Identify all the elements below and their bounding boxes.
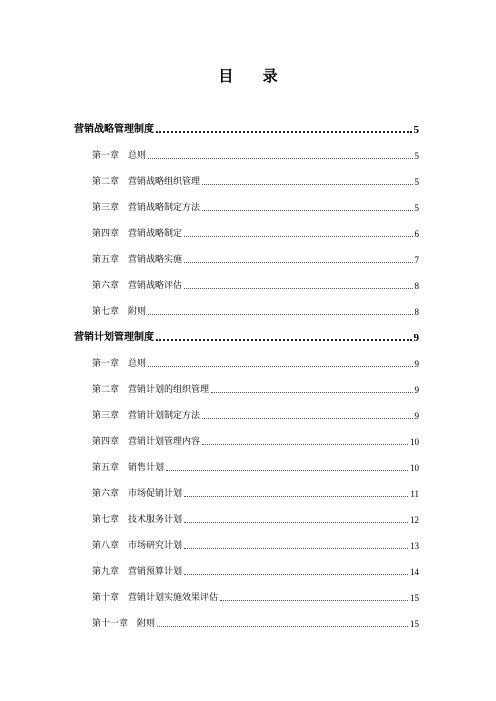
chapter-number: 第十章 <box>92 593 120 603</box>
dot-leader <box>148 157 412 159</box>
toc-entry[interactable] <box>92 486 419 500</box>
toc-page-number: 10 <box>410 437 419 447</box>
toc-entry[interactable] <box>92 382 419 396</box>
toc-page-number: 9 <box>414 411 419 421</box>
chapter-number: 第六章 <box>92 281 120 291</box>
toc-page-number: 12 <box>410 515 419 525</box>
toc-entry[interactable] <box>92 408 419 422</box>
chapter-title: 市场促销计划 <box>128 489 183 499</box>
chapter-number: 第四章 <box>92 437 120 447</box>
toc-entry[interactable] <box>92 616 419 630</box>
dot-leader <box>184 235 412 237</box>
chapter-title: 营销战略组织管理 <box>128 177 201 187</box>
toc-page-number: 9 <box>414 359 419 369</box>
dot-leader <box>202 417 412 419</box>
toc-entry[interactable] <box>92 512 419 526</box>
chapter-title: 总则 <box>128 151 147 161</box>
dot-leader <box>202 183 412 185</box>
toc-page-number: 10 <box>410 463 419 473</box>
dot-leader <box>148 365 412 367</box>
chapter-number: 第八章 <box>92 541 120 551</box>
toc-page-number: 15 <box>410 593 419 603</box>
toc-entry[interactable] <box>92 226 419 240</box>
toc-entry[interactable] <box>92 434 419 448</box>
toc-page-number: 6 <box>414 229 419 239</box>
chapter-title: 销售计划 <box>128 463 165 473</box>
toc-entry[interactable] <box>92 460 419 474</box>
chapter-number: 第十一章 <box>92 619 129 629</box>
toc-section-marketing-plan[interactable] <box>74 330 419 344</box>
toc-page-number: 5 <box>413 124 419 136</box>
toc-section-marketing-strategy[interactable] <box>74 122 419 136</box>
chapter-number: 第七章 <box>92 307 120 317</box>
chapter-number: 第一章 <box>92 151 120 161</box>
toc-entry[interactable] <box>92 564 419 578</box>
chapter-number: 第三章 <box>92 203 120 213</box>
toc-entry[interactable] <box>92 590 419 604</box>
chapter-number: 第九章 <box>92 567 120 577</box>
toc-page-number: 9 <box>413 332 419 344</box>
chapter-title: 附则 <box>128 307 147 317</box>
dot-leader <box>157 625 408 627</box>
chapter-number: 第五章 <box>92 255 120 265</box>
toc-page-number: 7 <box>414 255 419 265</box>
toc-entry[interactable] <box>92 252 419 266</box>
dot-leader <box>156 130 412 133</box>
chapter-number: 第七章 <box>92 515 120 525</box>
chapter-number: 第二章 <box>92 177 120 187</box>
chapter-title: 营销计划实施效果评估 <box>128 593 219 603</box>
chapter-number: 第四章 <box>92 229 120 239</box>
toc-page-number: 14 <box>410 567 419 577</box>
toc-page-number: 11 <box>410 489 419 499</box>
dot-leader <box>220 599 408 601</box>
toc-page-number: 5 <box>414 203 419 213</box>
chapter-title: 营销计划制定方法 <box>128 411 201 421</box>
dot-leader <box>184 495 408 497</box>
toc-section-title: 营销战略管理制度 <box>74 124 154 135</box>
toc-page-number: 13 <box>410 541 419 551</box>
chapter-title: 市场研究计划 <box>128 541 183 551</box>
toc-entry[interactable] <box>92 538 419 552</box>
chapter-title: 营销战略制定 <box>128 229 183 239</box>
dot-leader <box>156 338 412 341</box>
chapter-number: 第五章 <box>92 463 120 473</box>
dot-leader <box>166 469 408 471</box>
dot-leader <box>148 313 412 315</box>
dot-leader <box>184 573 408 575</box>
dot-leader <box>202 443 408 445</box>
chapter-number: 第三章 <box>92 411 120 421</box>
chapter-title: 技术服务计划 <box>128 515 183 525</box>
dot-leader <box>184 261 412 263</box>
chapter-title: 附则 <box>137 619 156 629</box>
toc-entry[interactable] <box>92 304 419 318</box>
toc-entry[interactable] <box>92 174 419 188</box>
chapter-number: 第六章 <box>92 489 120 499</box>
toc-page-number: 8 <box>414 281 419 291</box>
chapter-title: 营销预算计划 <box>128 567 183 577</box>
toc-title: 目 录 <box>218 67 290 85</box>
chapter-title: 营销计划管理内容 <box>128 437 201 447</box>
toc-page-number: 5 <box>414 177 419 187</box>
dot-leader <box>184 547 408 549</box>
toc-entry[interactable] <box>92 278 419 292</box>
toc-entry[interactable] <box>92 200 419 214</box>
dot-leader <box>202 209 412 211</box>
dot-leader <box>184 521 408 523</box>
chapter-title: 营销计划的组织管理 <box>128 385 210 395</box>
chapter-title: 总则 <box>128 359 147 369</box>
chapter-number: 第一章 <box>92 359 120 369</box>
chapter-title: 营销战略评估 <box>128 281 183 291</box>
toc-page-number: 5 <box>414 151 419 161</box>
chapter-number: 第二章 <box>92 385 120 395</box>
dot-leader <box>211 391 412 393</box>
chapter-title: 营销战略实施 <box>128 255 183 265</box>
toc-entry[interactable] <box>92 356 419 370</box>
dot-leader <box>184 287 412 289</box>
toc-page-number: 8 <box>414 307 419 317</box>
toc-section-title: 营销计划管理制度 <box>74 332 154 343</box>
chapter-title: 营销战略制定方法 <box>128 203 201 213</box>
toc-page-number: 15 <box>410 619 419 629</box>
toc-page-number: 9 <box>414 385 419 395</box>
toc-entry[interactable] <box>92 148 419 162</box>
